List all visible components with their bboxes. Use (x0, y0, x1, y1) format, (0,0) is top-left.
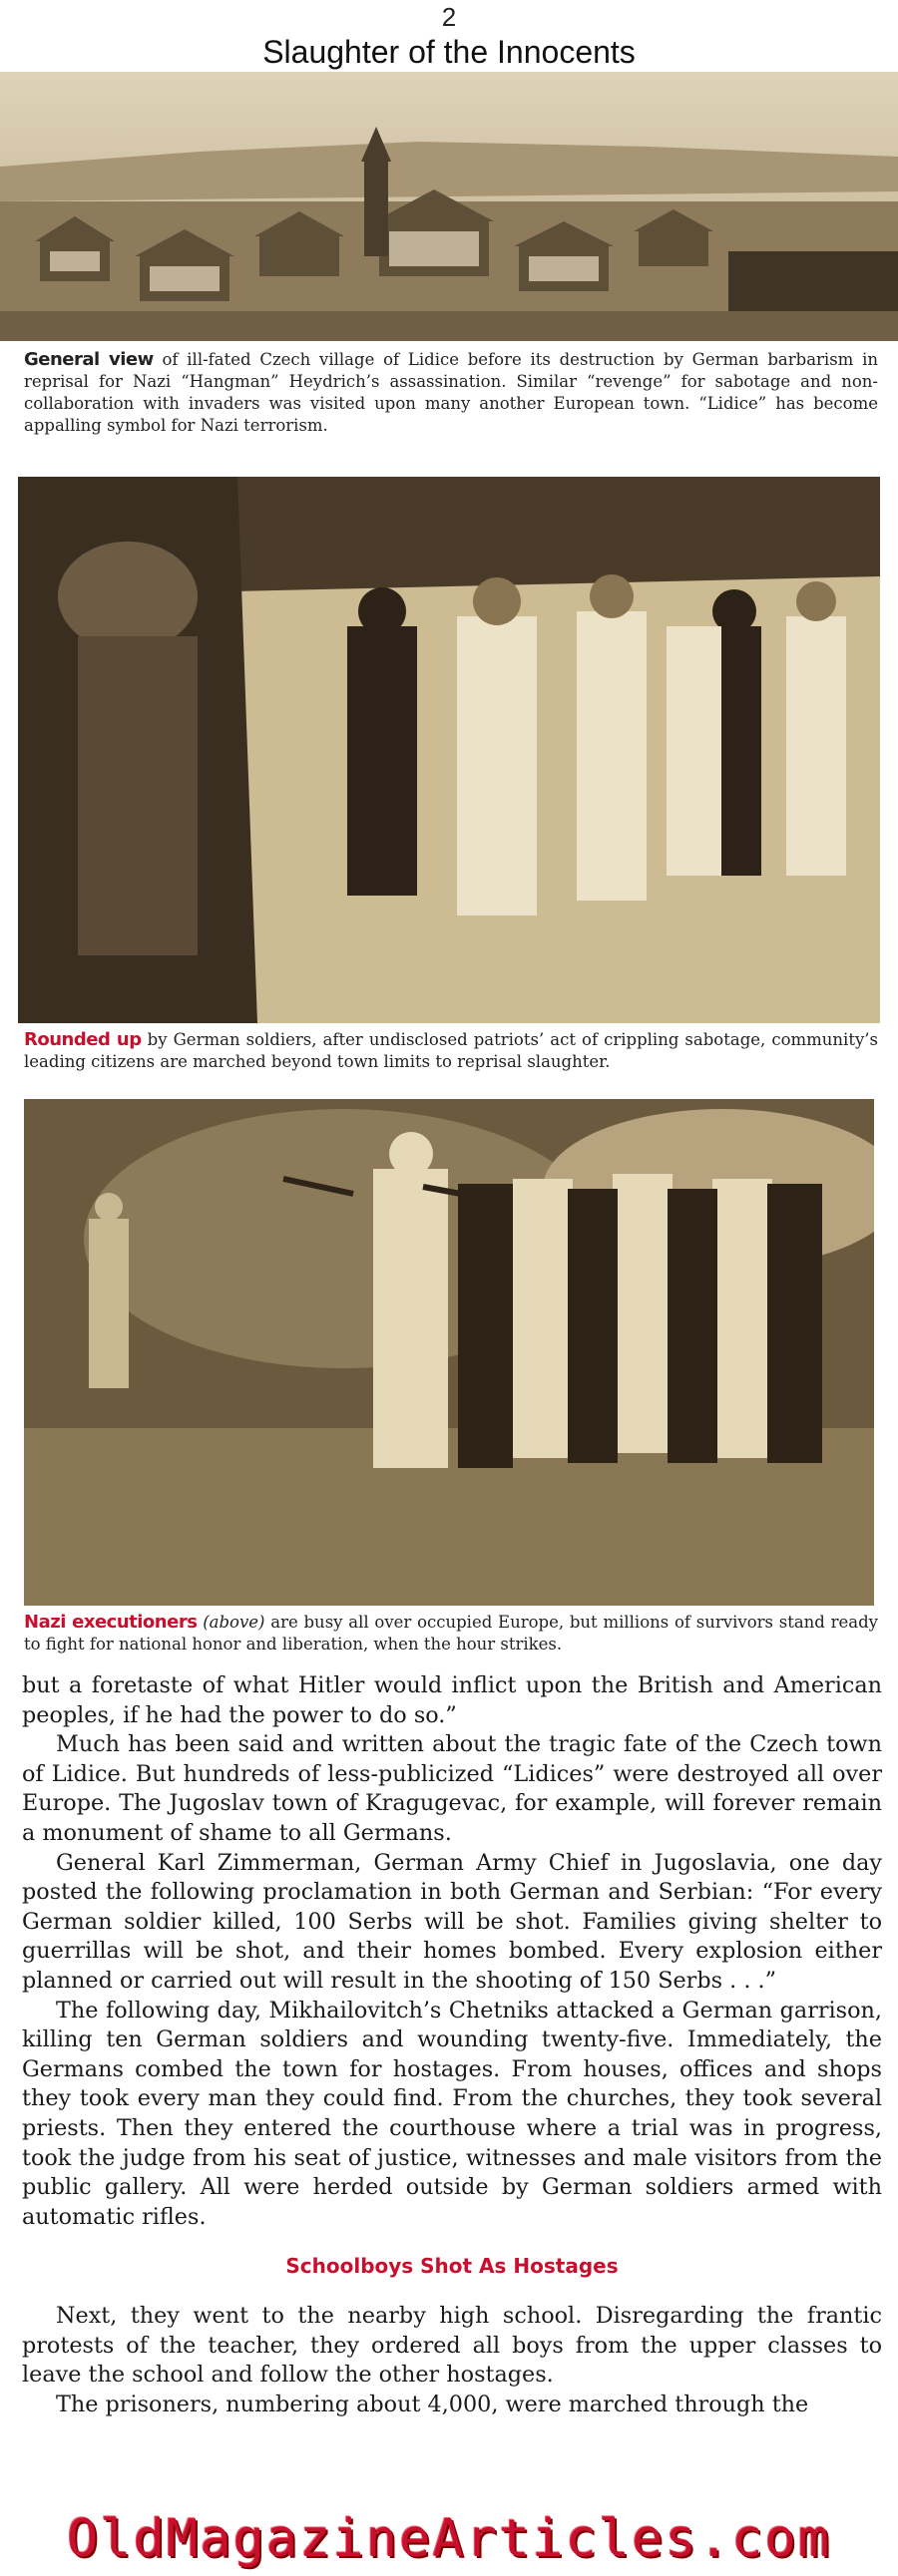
article-paragraph: General Karl Zimmerman, German Army Chief in Jugoslavia, one day posted the following proclamation in both German and Serbian: “For every German soldier killed, 100 Serbs will be shot. Families giving shelter to guerrillas will be shot, and their homes bombed. Every explosion either planned or carried out will result in the shooting of 150 Serbs . . .” (22, 1849, 882, 1994)
article-body (22, 1671, 882, 2420)
page-number: 2 (441, 2, 457, 32)
lidice-village-photo (0, 72, 898, 341)
caption-text: by German soldiers, after undisclosed patriots’ act of crippling sabotage, community’s leading citizens are marched beyond town limits to reprisal slaughter. (24, 1030, 878, 1071)
article-paragraph: Much has been said and written about the tragic fate of the Czech town of Lidice. But hundreds of less-publicized “Lidices” were destroyed all over Europe. The Jugoslav town of Kragugevac, for example, will forever remain a monument of shame to all Germans. (22, 1731, 882, 1846)
site-watermark (0, 2501, 898, 2576)
caption-text: are busy all over occupied Europe, but millions of survivors stand ready to fight for national honor and liberation, when the hour strikes. (24, 1613, 879, 1654)
article-paragraph: The following day, Mikhailovitch’s Chetniks attacked a German garrison, killing ten German soldiers and wounding twenty-five. Immediately, the Germans combed the town for hostages. From houses, offices and shops they took every man they could find. From the churches, they took several priests. Then they entered the courthouse where a trial was in progress, took the judge from his seat of justice, witnesses and male visitors from the public gallery. All were herded outside by German soldiers armed with automatic rifles. (22, 1997, 882, 2230)
rounded-up-photo (18, 477, 880, 1023)
site-watermark-text: OldMagazineArticles.com (66, 2508, 832, 2569)
page-title: Slaughter of the Innocents (262, 34, 636, 70)
general-view-caption (24, 349, 878, 437)
rounded-up-caption (24, 1029, 878, 1073)
section-subhead: Schoolboys Shot As Hostages (285, 2254, 619, 2279)
caption-italic: (above) (203, 1613, 265, 1632)
caption-lead: Nazi executioners (24, 1612, 198, 1633)
caption-text: of ill-fated Czech village of Lidice before its destruction by German barbarism in reprisal for Nazi “Hangman” Heydrich’s assassination. Similar “revenge” for sabotage and non-collaboration with invaders was visited upon many another European town. “Lidice” has become appalling symbol for Nazi terrorism. (24, 350, 878, 435)
caption-lead: Rounded up (24, 1029, 142, 1050)
article-paragraph: Next, they went to the nearby high school. Disregarding the frantic protests of the teacher, they ordered all boys from the upper classes to leave the school and follow the other hostages. (22, 2303, 882, 2389)
executioners-photo (24, 1099, 874, 1606)
caption-lead: General view (24, 349, 154, 370)
article-paragraph: but a foretaste of what Hitler would inflict upon the British and American peoples, if he had the power to do so.” (22, 1672, 882, 1728)
executioners-caption (24, 1612, 878, 1656)
article-paragraph: The prisoners, numbering about 4,000, were marched through the (56, 2392, 809, 2418)
